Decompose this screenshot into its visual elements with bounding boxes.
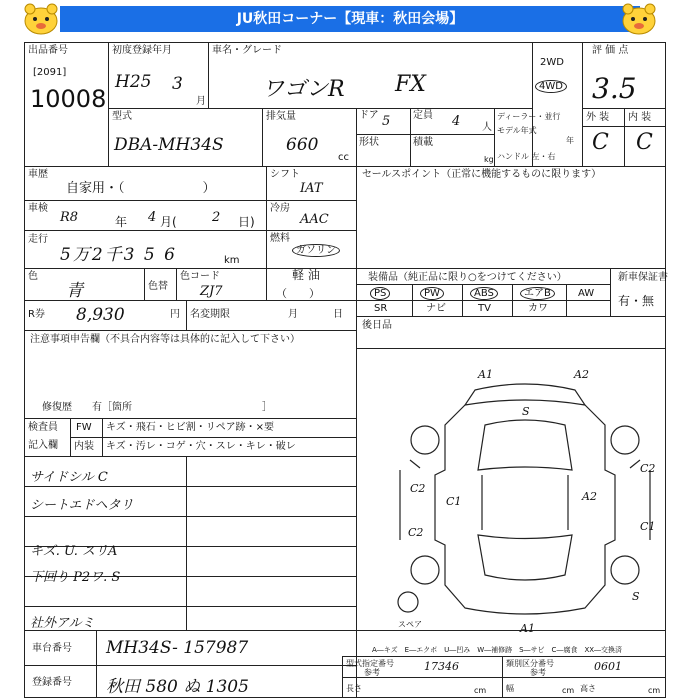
plate-label: 登録番号 — [32, 677, 72, 688]
capacity-value: 4 — [452, 114, 461, 129]
equip-tv: TV — [478, 303, 491, 314]
inspection-label: 車検 — [28, 203, 48, 214]
tax-amount-value: 8,930 — [76, 305, 125, 325]
width-label: 幅 — [506, 684, 514, 693]
mileage-value: 5万2千3 5 6 — [60, 245, 177, 265]
ref-label: 参考 — [364, 668, 380, 677]
load-label: 積載 — [413, 137, 433, 148]
reg-year-label: 初度登録年月 — [112, 45, 172, 56]
mascot-left-icon — [22, 2, 60, 36]
category-label: 類別区分番号 — [506, 659, 554, 668]
chassis-value: MH34S- 157987 — [106, 638, 249, 658]
capacity-label: 定員 — [413, 110, 433, 121]
plate-value: 秋田 580 ぬ 1305 — [106, 677, 249, 697]
mileage-label: 走行 — [28, 234, 48, 245]
model-year-label: モデル年式 — [497, 126, 537, 135]
aircon-label: 冷房 — [270, 203, 290, 214]
hand-note-2: シートエドヘタリ — [30, 498, 134, 513]
score-value: 3.5 — [592, 72, 637, 105]
hand-note-5: 社外アルミ — [30, 616, 95, 631]
inspection-day-value: 2 — [212, 210, 221, 225]
fuel-other: （ ） — [276, 287, 320, 300]
hand-note-4: 下回り P2ワ. S — [30, 570, 121, 585]
ref-label-2: 参考 — [530, 668, 546, 677]
month-unit: 月 — [196, 96, 206, 107]
fuel-label: 燃料 — [270, 233, 290, 244]
mark-c2-right: C2 — [640, 462, 656, 475]
shift-label: シフト — [270, 169, 300, 180]
equip-ps: PS — [370, 287, 390, 300]
type-cert-value: 17346 — [424, 660, 459, 673]
interior-label: 内 装 — [628, 112, 652, 123]
inspection-era-value: R8 — [60, 210, 79, 225]
hand-note-3: キズ. U. スリA — [30, 544, 118, 559]
entry-label: 記入欄 — [28, 440, 58, 451]
width-cm: cm — [562, 686, 575, 695]
drive-2wd: 2WD — [540, 57, 564, 68]
door-label: ドア — [359, 110, 379, 121]
exterior-label: 外 装 — [586, 112, 610, 123]
category-value: 0601 — [594, 660, 622, 673]
reg-month-value: 3 — [172, 74, 183, 94]
mark-a1-rear: A1 — [520, 622, 535, 635]
dealer-label: ディーラー・並行 — [497, 112, 561, 121]
mark-s-rear: S — [632, 590, 640, 603]
height-cm: cm — [648, 686, 661, 695]
car-name-value: ワゴンR — [262, 77, 345, 102]
equip-sr: SR — [374, 303, 388, 314]
mark-c1-right: C1 — [640, 520, 656, 533]
height-label: 高さ — [580, 684, 596, 693]
shape-label: 形状 — [359, 137, 379, 148]
inspection-month-value: 4 — [148, 210, 157, 225]
length-cm: cm — [474, 686, 487, 695]
fuel-light-oil: 軽 油 — [292, 268, 320, 282]
doors-value: 5 — [382, 114, 391, 129]
color-value: 青 — [66, 281, 83, 301]
tax-label: R券 — [28, 309, 45, 320]
notes-label: 注意事項申告欄（不具合内容等は具体的に記入して下さい） — [30, 334, 300, 345]
mark-s-hood: S — [522, 405, 530, 418]
cc-label: 排気量 — [266, 111, 296, 122]
year-unit: 年 — [566, 136, 574, 145]
mark-c2-rear-left: C2 — [408, 526, 424, 539]
fw-label: FW — [76, 422, 92, 433]
mark-c1-left: C1 — [446, 495, 462, 508]
interior-grade-value: C — [636, 130, 653, 155]
mark-a2-front: A2 — [574, 368, 589, 381]
inspection-month-unit: 月( — [160, 215, 177, 229]
cc-unit: cc — [338, 152, 349, 163]
equip-leather: カワ — [528, 303, 548, 314]
fuel-gas: ガソリン — [292, 244, 340, 257]
chassis-label: 車台番号 — [32, 643, 72, 654]
shift-value: IAT — [300, 181, 323, 196]
type-cert-label: 型式指定番号 — [346, 659, 394, 668]
color-code-value: ZJ7 — [200, 284, 223, 299]
fw-items: キズ・飛石・ヒビ割・リペア跡・×要 — [106, 422, 274, 433]
inspection-year-unit: 年 — [115, 215, 128, 229]
name-change-label: 名変期限 — [190, 309, 230, 320]
car-type-label: 車歴 — [28, 169, 48, 180]
kg-unit: kg — [484, 155, 494, 164]
interior-items: キズ・汚レ・コゲ・穴・スレ・キレ・破レ — [106, 441, 296, 452]
name-grade-label: 車名・グレード — [212, 45, 282, 56]
color-label: 色 — [28, 271, 38, 282]
lot-number: 10008 — [30, 85, 107, 113]
mascot-right-icon — [620, 2, 658, 36]
warranty-label: 新車保証書 — [618, 272, 668, 283]
reg-era-value: H25 — [115, 72, 152, 92]
capacity-unit: 人 — [482, 122, 492, 133]
equip-navi: ナビ — [426, 303, 446, 314]
repair-history-label: 修復歴 有［箇所 ］ — [42, 402, 272, 413]
name-change-month: 月 — [288, 309, 298, 320]
car-type-value: 自家用・（ ） — [66, 181, 216, 196]
rear-seat-label: 後日品 — [362, 320, 392, 331]
mark-a1-front: A1 — [478, 368, 493, 381]
lot-small-number: [2091] — [33, 67, 67, 78]
handle-label: ハンドル 左・右 — [497, 152, 556, 161]
equip-aw: AW — [578, 288, 595, 299]
inspector-label: 検査員 — [28, 422, 58, 433]
equipment-label: 装備品（純正品に限り○をつけてください） — [368, 272, 567, 283]
score-label: 評 価 点 — [592, 45, 629, 56]
damage-legend: A―キズ E―エクボ U―凹み W―補修跡 S―サビ C―腐食 XX―交換済 — [372, 646, 623, 654]
header-banner: JU秋田コーナー【現車：秋田会場】 — [60, 6, 640, 32]
mark-c2-left: C2 — [410, 482, 426, 495]
lot-label: 出品番号 — [28, 45, 68, 56]
sales-point-label: セールスポイント（正常に機能するものに限ります） — [362, 169, 602, 180]
exterior-grade-value: C — [592, 130, 609, 155]
hand-note-1: サイドシル C — [30, 470, 108, 485]
yen-unit: 円 — [170, 309, 180, 320]
inspection-day-unit: 日) — [238, 215, 255, 229]
km-unit: km — [224, 255, 240, 266]
length-label: 長さ — [346, 684, 362, 693]
spare-label: スペア — [398, 620, 422, 629]
equip-airbag: エアB — [520, 287, 555, 300]
mark-a2-right: A2 — [582, 490, 597, 503]
model-label: 型式 — [112, 111, 132, 122]
color-code-label: 色コード — [180, 271, 220, 282]
equip-abs: ABS — [470, 287, 498, 300]
aircon-value: AAC — [300, 212, 329, 227]
model-value: DBA-MH34S — [114, 135, 224, 155]
grade-value: FX — [395, 72, 426, 97]
warranty-value: 有・無 — [618, 294, 655, 308]
color-change-label: 色替 — [148, 281, 168, 292]
interior-row-label: 内装 — [74, 441, 94, 452]
name-change-day: 日 — [333, 309, 343, 320]
drive-4wd: 4WD — [535, 80, 567, 93]
equip-pw: PW — [420, 287, 444, 300]
cc-value: 660 — [286, 135, 319, 155]
